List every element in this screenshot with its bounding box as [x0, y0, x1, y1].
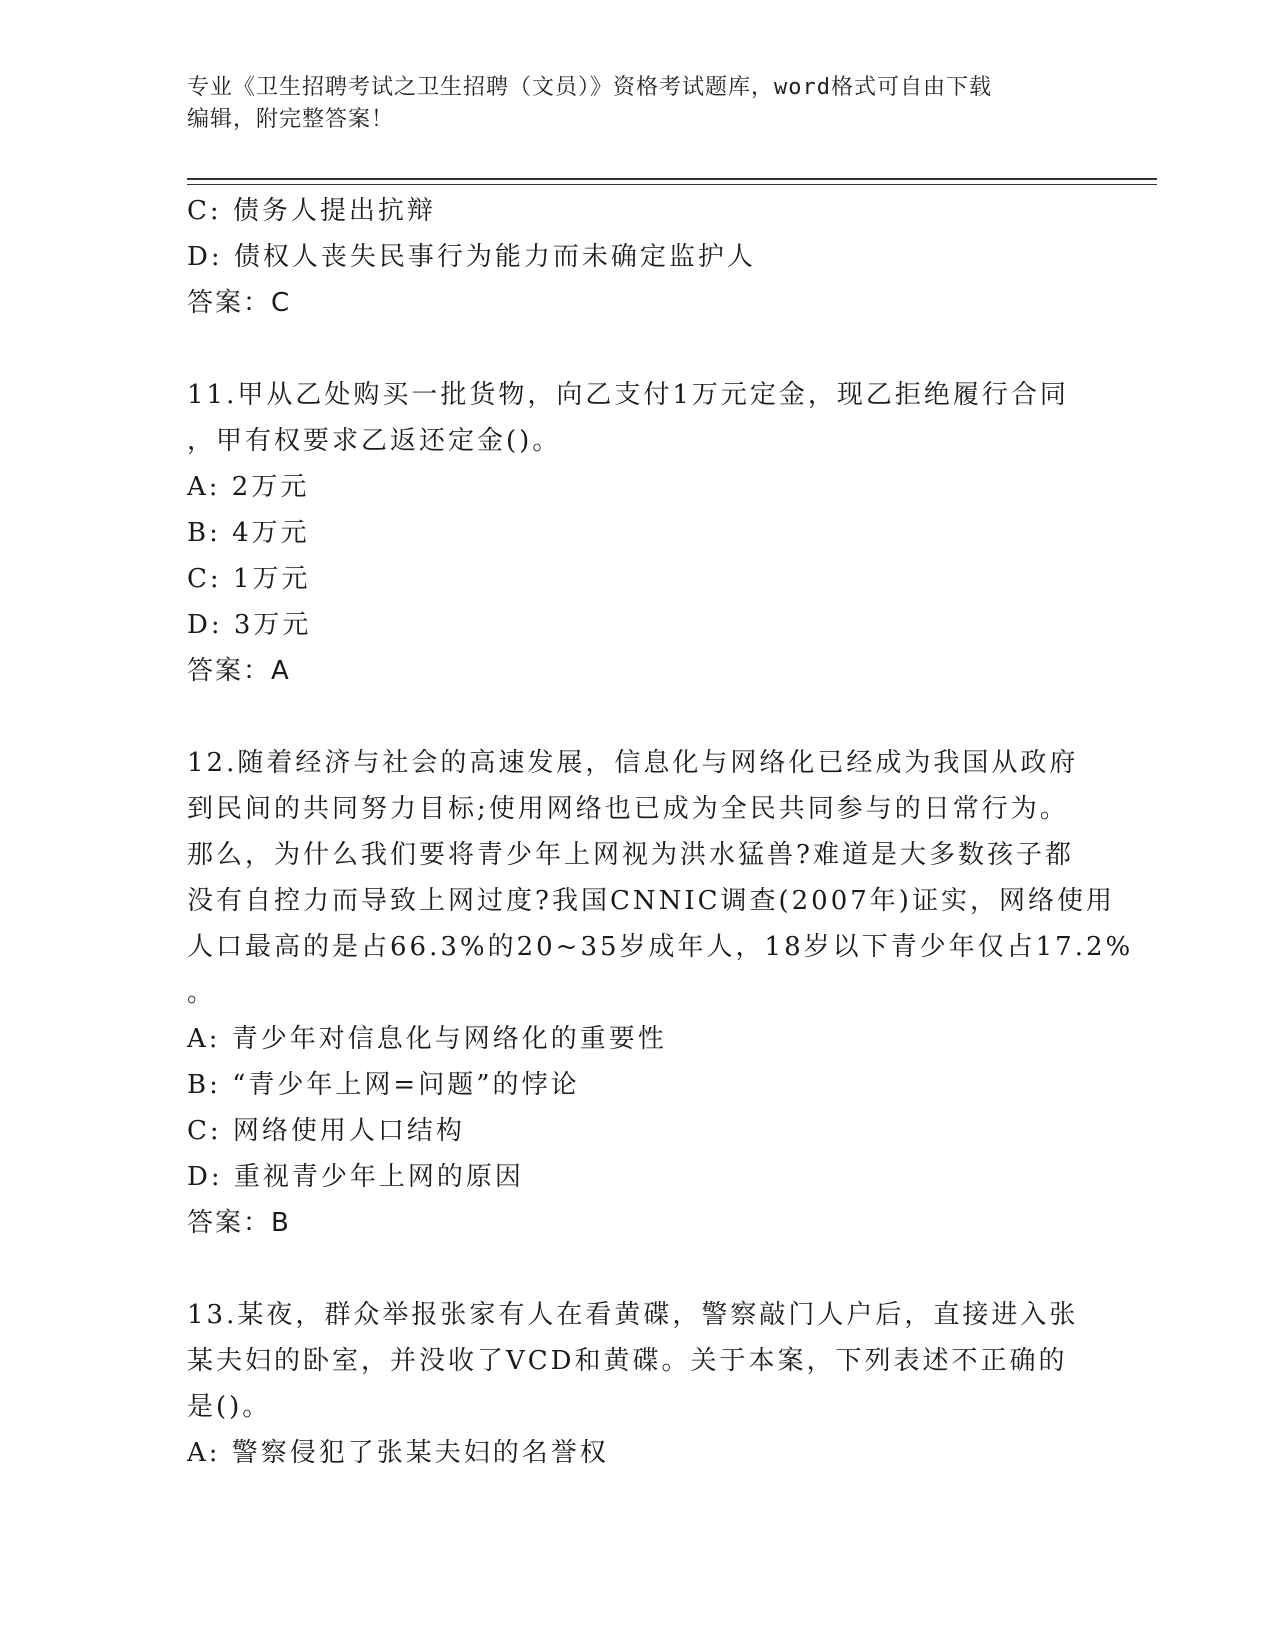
answer: 答案：B	[187, 1208, 291, 1238]
spacer	[187, 326, 1087, 372]
question-text-line: 那么，为什么我们要将青少年上网视为洪水猛兽?难道是大多数孩子都	[187, 840, 1074, 870]
option-c: C: 债务人提出抗辩	[187, 196, 436, 226]
header-divider-thin	[187, 184, 1157, 185]
option-d: D: 债权人丧失民事行为能力而未确定监护人	[187, 242, 756, 272]
option-c: C: 1万元	[187, 564, 311, 594]
question-11	[187, 372, 1087, 694]
answer: 答案：C	[187, 288, 292, 318]
question-text-line: 11.甲从乙处购买一批货物，向乙支付1万元定金，现乙拒绝履行合同	[187, 380, 1069, 410]
question-text-line: 13.某夜，群众举报张家有人在看黄碟，警察敲门人户后，直接进入张	[187, 1300, 1079, 1330]
question-12	[187, 740, 1134, 1246]
option-b: B: “青少年上网=问题”的悖论	[187, 1070, 580, 1100]
document-header	[187, 72, 1087, 136]
answer: 答案：A	[187, 656, 291, 686]
option-a: A: 警察侵犯了张某夫妇的名誉权	[187, 1438, 609, 1468]
question-text-line: 到民间的共同努力目标;使用网络也已成为全民共同参与的日常行为。	[187, 794, 1069, 824]
question-text-line: 人口最高的是占66.3%的20~35岁成年人，18岁以下青少年仅占17.2%	[187, 932, 1134, 962]
option-a: A: 2万元	[187, 472, 310, 502]
header-line-1: 专业《卫生招聘考试之卫生招聘（文员）》资格考试题库，word格式可自由下载	[187, 75, 992, 100]
question-text-line: ，甲有权要求乙返还定金()。	[187, 426, 562, 456]
spacer	[187, 1246, 1087, 1292]
question-text-line: 是()。	[187, 1392, 272, 1422]
header-line-2: 编辑，附完整答案！	[187, 107, 395, 132]
question-prev	[187, 188, 1087, 326]
question-text-line: 。	[187, 978, 217, 1008]
question-content	[187, 188, 1134, 1476]
question-text-line: 某夫妇的卧室，并没收了VCD和黄碟。关于本案，下列表述不正确的	[187, 1346, 1068, 1376]
question-text-line: 没有自控力而导致上网过度?我国CNNIC调查(2007年)证实，网络使用	[187, 886, 1115, 916]
header-divider-thick	[187, 178, 1157, 180]
option-d: D: 重视青少年上网的原因	[187, 1162, 524, 1192]
option-d: D: 3万元	[187, 610, 312, 640]
question-13	[187, 1292, 1087, 1476]
option-c: C: 网络使用人口结构	[187, 1116, 465, 1146]
spacer	[187, 694, 1087, 740]
option-b: B: 4万元	[187, 518, 310, 548]
option-a: A: 青少年对信息化与网络化的重要性	[187, 1024, 667, 1054]
question-text-line: 12.随着经济与社会的高速发展，信息化与网络化已经成为我国从政府	[187, 748, 1079, 778]
